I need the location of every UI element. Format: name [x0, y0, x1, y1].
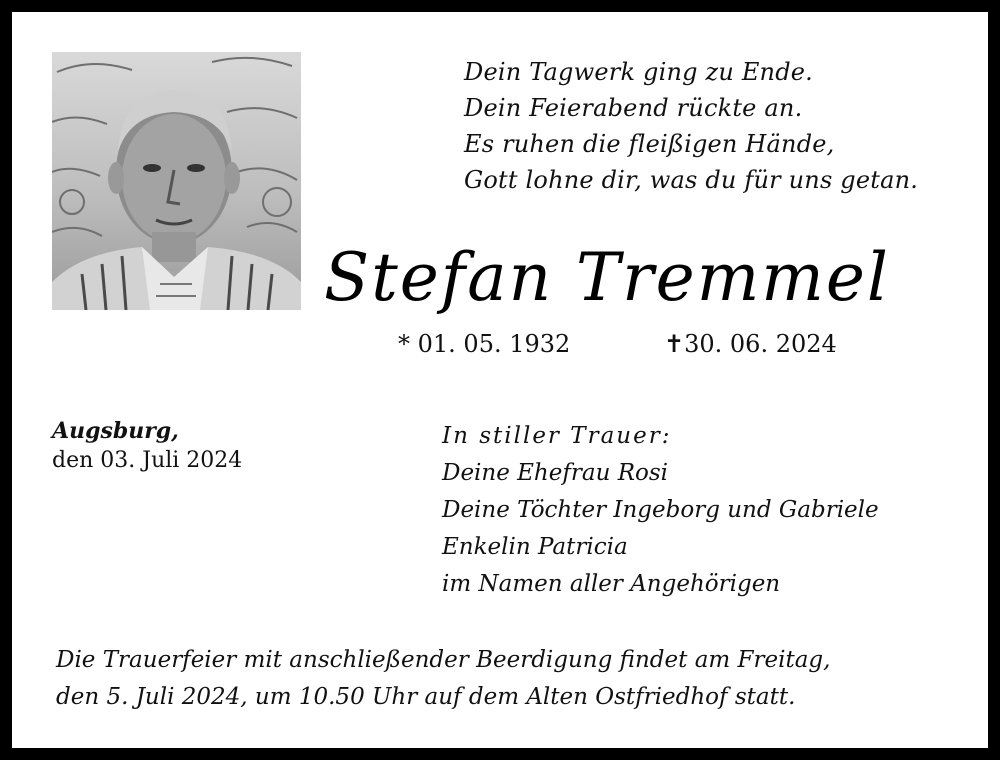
verse-line: Gott lohne dir, was du für uns getan. — [464, 166, 919, 194]
birth-date: * 01. 05. 1932 — [398, 330, 571, 358]
mourner-line: Deine Töchter Ingeborg und Gabriele — [442, 497, 879, 523]
portrait-photo — [52, 52, 301, 310]
city-name: Augsburg, — [52, 418, 179, 444]
place-and-date — [52, 416, 242, 476]
funeral-service-info — [56, 642, 830, 716]
deceased-name: Stefan Tremmel — [324, 239, 891, 316]
verse-line: Dein Tagwerk ging zu Ende. — [464, 58, 814, 86]
notice-date: den 03. Juli 2024 — [52, 448, 243, 473]
portrait-illustration — [52, 52, 301, 310]
verse-line: Es ruhen die fleißigen Hände, — [464, 130, 835, 158]
mourner-line: im Namen aller Angehörigen — [442, 571, 781, 597]
mourner-line: Deine Ehefrau Rosi — [442, 460, 669, 486]
obituary-notice — [12, 12, 988, 748]
mourner-line: Enkelin Patricia — [442, 534, 628, 560]
service-line: Die Trauerfeier mit anschließender Beerdigung findet am Freitag, — [56, 647, 831, 673]
mourners-intro: In stiller Trauer: — [442, 423, 672, 449]
verse-line: Dein Feierabend rückte an. — [464, 94, 803, 122]
death-date: ✝30. 06. 2024 — [664, 330, 837, 358]
service-line: den 5. Juli 2024, um 10.50 Uhr auf dem Alten Ostfriedhof statt. — [56, 684, 796, 710]
memorial-verse — [464, 54, 918, 198]
mourners-list — [442, 418, 879, 603]
